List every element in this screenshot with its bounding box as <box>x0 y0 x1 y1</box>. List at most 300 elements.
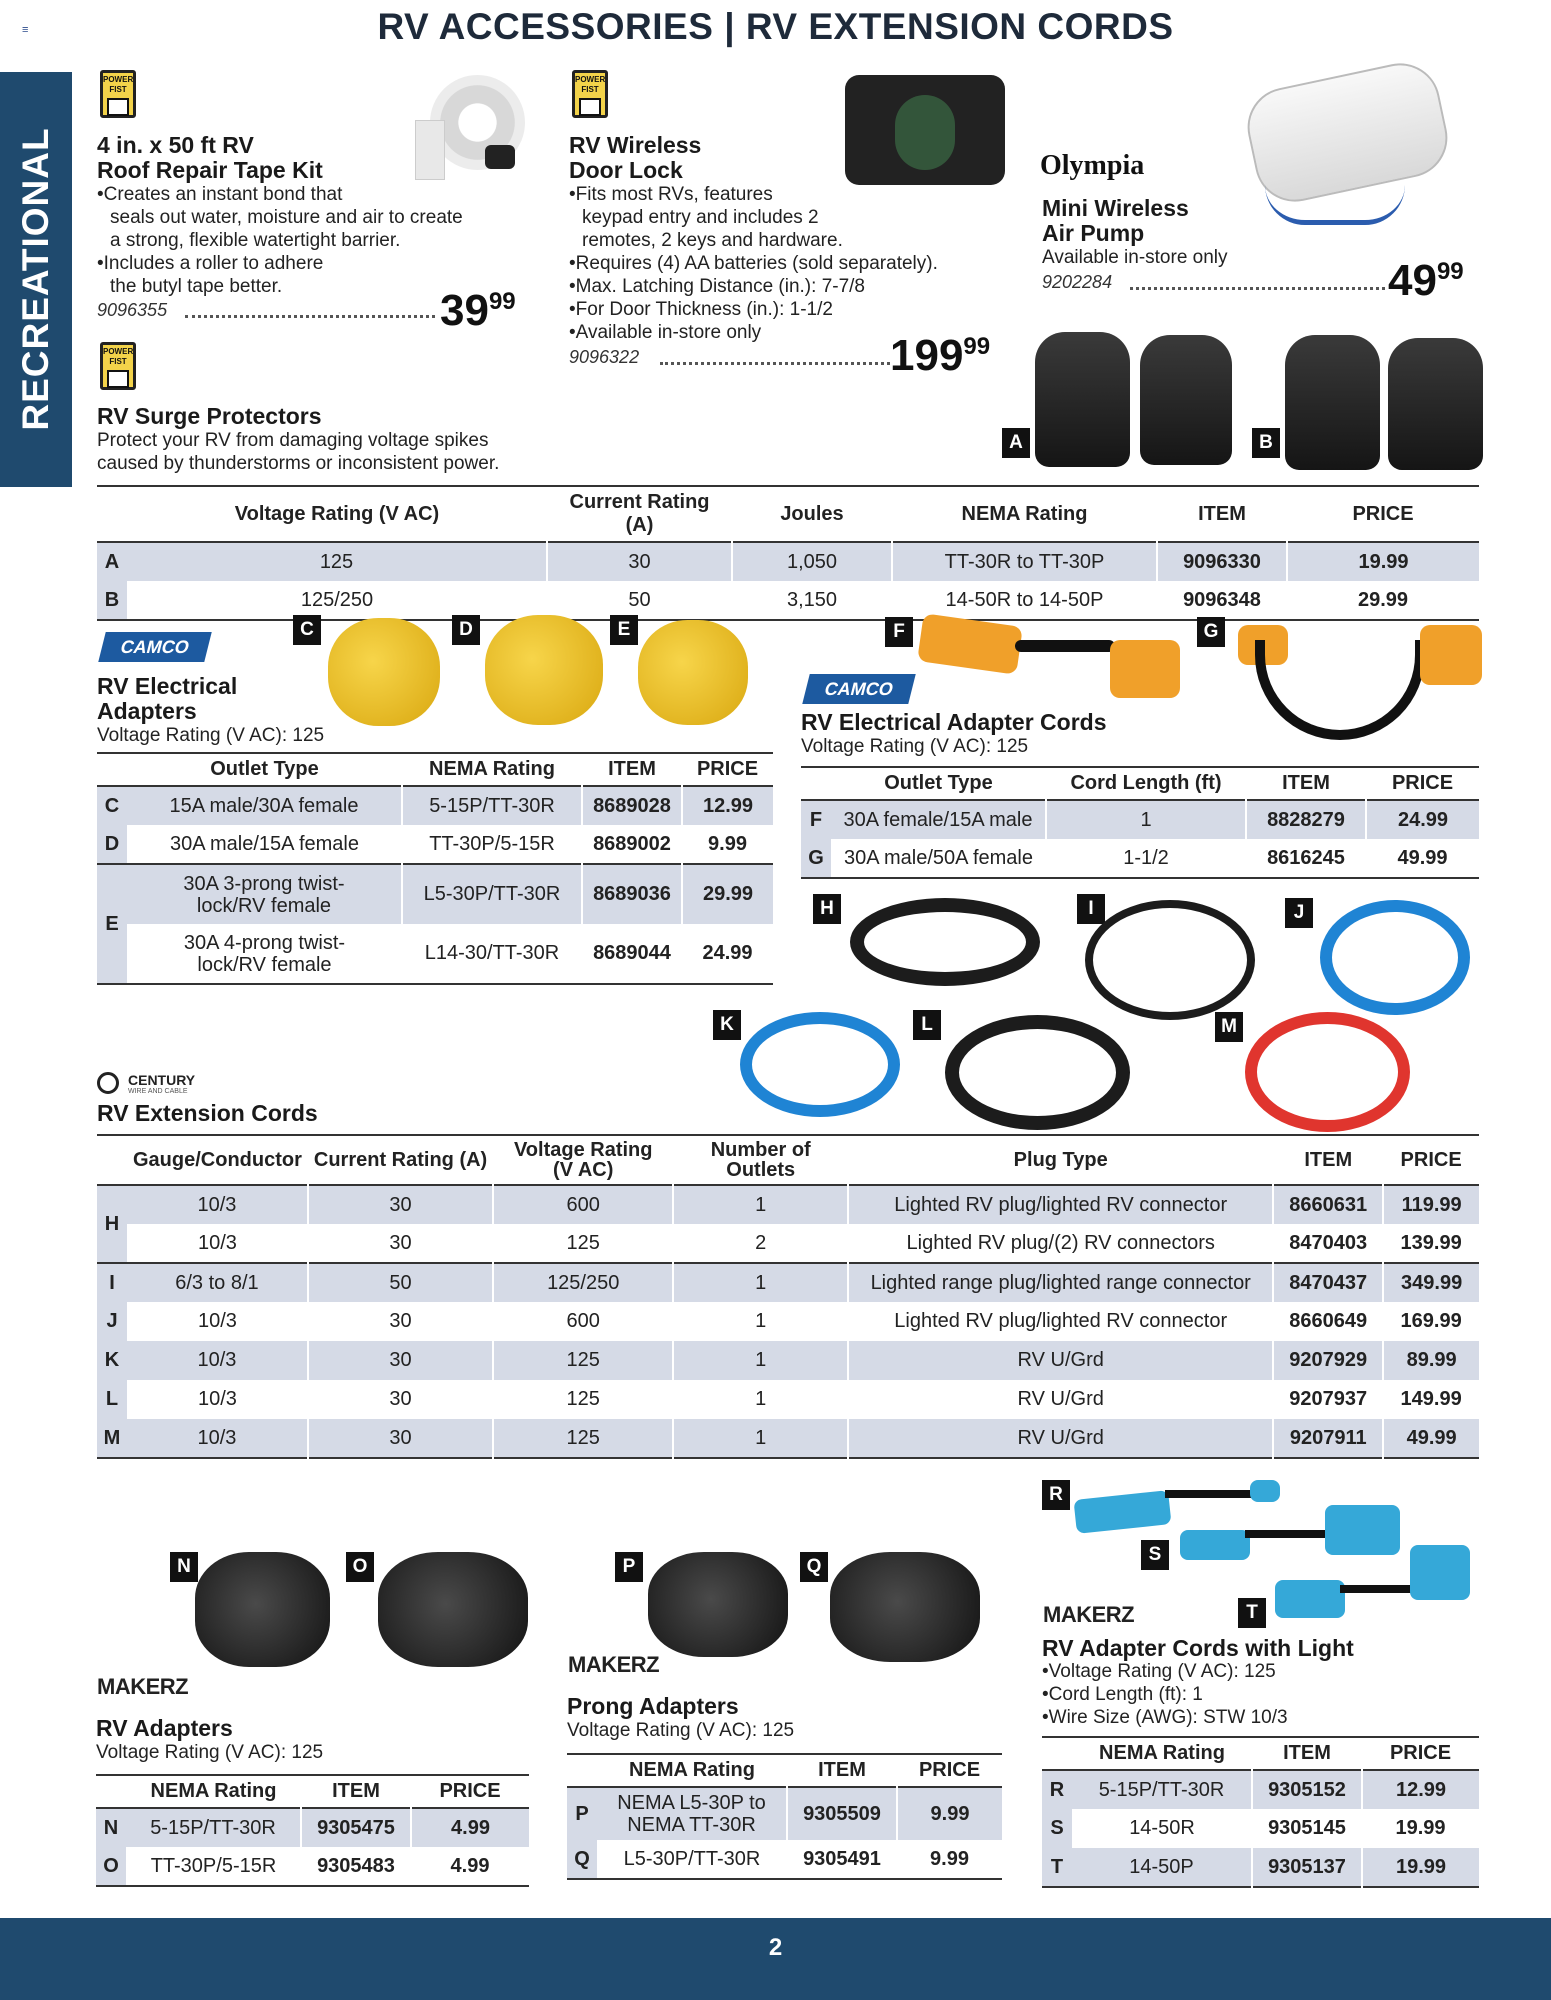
cell: 14-50P <box>1072 1848 1252 1887</box>
cell: 5-15P/TT-30R <box>126 1808 301 1847</box>
label-m: M <box>1215 1012 1243 1042</box>
power-fist-logo: POWER FIST <box>100 342 136 390</box>
cord-i-image <box>1085 900 1255 1020</box>
item-number: 8470403 <box>1289 1231 1368 1254</box>
table-row <box>97 1302 1479 1341</box>
item-number: 9207911 <box>1273 1419 1383 1458</box>
cord-f-cable-image <box>1015 640 1115 652</box>
cord-r-image <box>1073 1490 1171 1534</box>
label-d: D <box>452 615 480 645</box>
surge-table <box>97 485 1479 621</box>
electrical-adapters-title-2: Adapters <box>97 698 197 724</box>
label-i: I <box>1077 894 1105 924</box>
item-number: 8689028 <box>582 786 682 825</box>
page-footer <box>0 1918 1551 2000</box>
adapter-n-image <box>195 1552 330 1667</box>
cell: 30 <box>547 542 732 581</box>
cell: 30A male/50A female <box>843 846 1033 869</box>
table-row <box>97 1341 1479 1380</box>
door-lock-line: remotes, 2 keys and hardware. <box>582 230 843 251</box>
col-nema: NEMA Rating <box>629 1759 755 1781</box>
cord-t-plug-image <box>1275 1580 1345 1618</box>
col-nema: NEMA Rating <box>1099 1742 1225 1764</box>
cell: 1,050 <box>732 542 892 581</box>
table-row <box>801 839 1479 878</box>
air-pump-price: $49^{99}$ <box>1388 256 1464 305</box>
cell: RV U/Grd <box>1017 1388 1104 1410</box>
row-key: N <box>96 1808 126 1847</box>
label-n: N <box>170 1552 198 1582</box>
table-row <box>97 786 773 825</box>
row-key: J <box>97 1302 127 1341</box>
tape-kit-line: •Includes a roller to adhere <box>97 253 324 274</box>
cell: 125/250 <box>493 1263 673 1302</box>
item-number: 9305137 <box>1252 1848 1362 1887</box>
item-number: 9207929 <box>1273 1341 1383 1380</box>
extension-cords-title: RV Extension Cords <box>97 1100 318 1126</box>
row-key: H <box>97 1185 127 1263</box>
cell: 1 <box>673 1263 848 1302</box>
door-lock-price: $199^{99}$ <box>890 331 991 380</box>
cell: 10/3 <box>127 1419 308 1458</box>
cell: 15A male/30A female <box>127 786 402 825</box>
price: 4.99 <box>450 1854 490 1877</box>
adapter-d-image <box>485 615 603 725</box>
cell: 30 <box>389 1231 412 1254</box>
col-item: ITEM <box>818 1759 866 1781</box>
price: 9.99 <box>708 832 747 855</box>
col-voltage: Voltage Rating (V AC) <box>234 502 440 525</box>
dotted-leader <box>185 308 435 318</box>
col-price: PRICE <box>439 1780 501 1802</box>
table-row <box>567 1840 1002 1879</box>
cord-g-socket-image <box>1420 625 1482 685</box>
cell: 30A 3-prong twist- lock/RV female <box>127 864 402 924</box>
cell: 125 <box>566 1388 600 1410</box>
price: 29.99 <box>1357 588 1409 611</box>
cell: 10/3 <box>197 1231 237 1254</box>
cord-s-socket-image <box>1325 1505 1400 1555</box>
col-price: PRICE <box>918 1759 981 1781</box>
tape-kit-price: $39^{99}$ <box>440 286 516 335</box>
row-key: L <box>97 1380 127 1419</box>
cell: 30 <box>389 1310 412 1332</box>
item-number: 9096330 <box>1157 542 1287 581</box>
item-number: 8470437 <box>1273 1263 1383 1302</box>
cell: L5-30P/TT-30R <box>402 864 582 924</box>
col-item: ITEM <box>1198 502 1246 525</box>
century-logo-icon <box>97 1072 119 1094</box>
table-row <box>97 825 773 864</box>
col-joules: Joules <box>780 502 844 525</box>
cell: TT-30P/5-15R <box>150 1854 277 1877</box>
item-number: 8616245 <box>1267 846 1345 869</box>
row-key: P <box>567 1787 597 1840</box>
col-nema: NEMA Rating <box>150 1780 277 1802</box>
price: 349.99 <box>1383 1263 1479 1302</box>
electrical-adapters-subtitle: Voltage Rating (V AC): 125 <box>97 725 325 746</box>
adapter-cords-table <box>801 766 1479 879</box>
row-key: O <box>96 1847 126 1886</box>
cord-l-image <box>945 1015 1130 1130</box>
door-lock-line: •For Door Thickness (in.): 1-1/2 <box>569 299 833 320</box>
tape-kit-title-1: 4 in. x 50 ft RV <box>97 132 254 158</box>
item-number: 8689044 <box>593 942 671 964</box>
cord-f-plug-image <box>917 613 1023 674</box>
col-outlets: Number of Outlets <box>710 1139 811 1181</box>
cord-m-image <box>1245 1012 1410 1132</box>
table-row <box>96 1847 529 1886</box>
surge-protector-a-plug-image <box>1035 332 1130 467</box>
tape-kit-line: •Creates an instant bond that <box>97 184 343 205</box>
col-current: Current Rating (A) <box>569 491 710 536</box>
dotted-leader <box>660 355 890 365</box>
makerz-logo: MAKERZ <box>97 1674 189 1699</box>
air-pump-title-1: Mini Wireless <box>1042 195 1189 221</box>
row-key: K <box>97 1341 127 1380</box>
col-item: ITEM <box>608 758 656 780</box>
cell: 10/3 <box>197 1310 237 1332</box>
table-row <box>97 1380 1479 1419</box>
col-item: ITEM <box>1304 1148 1353 1171</box>
side-tab-label: RECREATIONAL <box>15 127 56 431</box>
cell: 5-15P/TT-30R <box>1072 1770 1252 1809</box>
item-number: 9305145 <box>1268 1817 1346 1839</box>
cell: 14-50R to 14-50P <box>945 588 1104 611</box>
table-row <box>97 542 1479 581</box>
cell: 30A female/15A male <box>831 800 1046 839</box>
item-number: 9096348 <box>1183 588 1261 611</box>
cell: 2 <box>755 1231 767 1254</box>
cell: 3,150 <box>786 588 838 611</box>
power-fist-logo: POWER FIST <box>572 70 608 118</box>
col-cord-length: Cord Length (ft) <box>1070 772 1222 794</box>
col-outlet-type: Outlet Type <box>210 758 319 780</box>
table-row <box>97 1224 1479 1263</box>
cord-r-cable-image <box>1165 1490 1255 1498</box>
tape-kit-line: a strong, flexible watertight barrier. <box>110 230 401 251</box>
table-row <box>1042 1848 1479 1887</box>
col-voltage: Voltage Rating (V AC) <box>513 1139 653 1181</box>
item-number: 9305509 <box>787 1787 897 1840</box>
cord-t-socket-image <box>1410 1545 1470 1600</box>
item-number: 9305483 <box>317 1854 395 1877</box>
tape-kit-sku: 9096355 <box>97 300 168 320</box>
label-f: F <box>885 617 913 647</box>
label-l: L <box>913 1010 941 1040</box>
camco-logo: CAMCO <box>802 674 915 704</box>
label-q: Q <box>800 1552 828 1582</box>
prong-adapters-subtitle: Voltage Rating (V AC): 125 <box>567 1720 795 1741</box>
item-number: 9207937 <box>1289 1388 1368 1410</box>
item-number: 8660649 <box>1289 1310 1368 1332</box>
table-row <box>97 1185 1479 1224</box>
cell: Lighted RV plug/(2) RV connectors <box>906 1231 1215 1254</box>
label-r: R <box>1042 1480 1070 1510</box>
label-b: B <box>1252 428 1280 458</box>
cell: 50 <box>308 1263 493 1302</box>
col-price: PRICE <box>696 758 759 780</box>
makerz-logo: MAKERZ <box>568 1652 660 1677</box>
cell: RV U/Grd <box>848 1341 1273 1380</box>
table-row <box>97 1263 1479 1302</box>
cell: 600 <box>493 1185 673 1224</box>
price: 9.99 <box>897 1787 1002 1840</box>
cell: 125 <box>127 542 547 581</box>
light-cords-title: RV Adapter Cords with Light <box>1042 1635 1354 1661</box>
label-t: T <box>1238 1598 1266 1628</box>
tape-kit-line: the butyl tape better. <box>110 276 283 297</box>
cord-g-cable-image <box>1255 640 1425 740</box>
cell: 6/3 to 8/1 <box>127 1263 308 1302</box>
row-key: M <box>97 1419 127 1458</box>
price: 9.99 <box>930 1847 969 1870</box>
adapter-c-image <box>328 618 440 726</box>
item-number: 8689002 <box>593 832 671 855</box>
col-plug-type: Plug Type <box>1013 1148 1108 1171</box>
dotted-leader <box>1130 280 1385 290</box>
row-key: F <box>801 800 831 839</box>
col-item: ITEM <box>1282 772 1330 794</box>
century-logo-sub: WIRE AND CABLE <box>128 1088 188 1095</box>
price: 49.99 <box>1397 846 1448 869</box>
label-e: E <box>610 615 638 645</box>
cord-r-plug-image <box>1250 1480 1280 1502</box>
col-item: ITEM <box>1283 1742 1331 1764</box>
light-cords-table <box>1042 1736 1479 1888</box>
cell: 30 <box>308 1419 493 1458</box>
cell: 5-15P/TT-30R <box>402 786 582 825</box>
item-number: 8828279 <box>1246 800 1366 839</box>
electrical-adapters-table <box>97 752 773 985</box>
cord-t-cable-image <box>1340 1585 1420 1593</box>
label-o: O <box>346 1552 374 1582</box>
keypad-image <box>895 95 955 170</box>
prong-adapters-table <box>567 1753 1002 1880</box>
surge-desc-1: Protect your RV from damaging voltage spikes <box>97 430 489 451</box>
table-row <box>1042 1770 1479 1809</box>
cell: L5-30P/TT-30R <box>623 1847 761 1870</box>
table-row <box>801 800 1479 839</box>
tape-strip-image <box>415 120 445 180</box>
cell: 10/3 <box>127 1185 308 1224</box>
label-h: H <box>813 894 841 924</box>
surge-title: RV Surge Protectors <box>97 403 322 429</box>
rv-adapters-title: RV Adapters <box>96 1715 233 1741</box>
col-price: PRICE <box>1400 1148 1462 1171</box>
adapter-e-image <box>638 620 748 725</box>
item-number: 9305475 <box>301 1808 411 1847</box>
row-key: T <box>1042 1848 1072 1887</box>
adapter-p-image <box>648 1552 788 1657</box>
air-pump-title-2: Air Pump <box>1042 220 1145 246</box>
cord-h-image <box>850 898 1040 986</box>
cell: 1 <box>673 1419 848 1458</box>
cord-f-socket-image <box>1110 640 1180 698</box>
rv-adapters-table <box>96 1774 529 1887</box>
cell: NEMA L5-30P to NEMA TT-30R <box>597 1787 787 1840</box>
table-row <box>97 924 773 984</box>
label-g: G <box>1197 617 1225 647</box>
side-tab <box>0 72 72 487</box>
cell: 14-50R <box>1129 1817 1195 1839</box>
surge-protector-a-socket-image <box>1140 335 1232 465</box>
power-fist-logo: POWER FIST <box>100 70 136 118</box>
cell: 1 <box>755 1310 767 1332</box>
col-nema: NEMA Rating <box>961 502 1088 525</box>
col-gauge: Gauge/Conductor <box>133 1148 302 1171</box>
cell: 125 <box>493 1341 673 1380</box>
door-lock-line: •Available in-store only <box>569 322 762 343</box>
electrical-adapters-title-1: RV Electrical <box>97 673 238 699</box>
cell: L14-30/TT-30R <box>424 942 560 964</box>
row-key: E <box>97 864 127 984</box>
table-row <box>97 1419 1479 1458</box>
door-lock-line: •Requires (4) AA batteries (sold separately). <box>569 253 938 274</box>
tape-kit-line: seals out water, moisture and air to create <box>110 207 463 228</box>
cell: 600 <box>566 1310 600 1332</box>
price: 24.99 <box>1366 800 1479 839</box>
cord-k-image <box>740 1012 900 1117</box>
row-key: C <box>97 786 127 825</box>
page-number: 2 <box>768 1934 783 1961</box>
surge-protector-b-socket-image <box>1388 338 1483 470</box>
surge-protector-b-plug-image <box>1285 335 1380 470</box>
cell: Lighted RV plug/lighted RV connector <box>894 1310 1228 1332</box>
cell: TT-30P/5-15R <box>429 832 555 855</box>
price: 12.99 <box>1362 1770 1479 1809</box>
row-key: R <box>1042 1770 1072 1809</box>
label-k: K <box>713 1010 741 1040</box>
price: 119.99 <box>1383 1185 1479 1224</box>
cell: 125/250 <box>300 588 374 611</box>
cell: 30 <box>308 1185 493 1224</box>
item-number: 8689036 <box>582 864 682 924</box>
price: 169.99 <box>1400 1310 1462 1332</box>
price: 19.99 <box>1395 1817 1446 1839</box>
olympia-logo: Olympia <box>1040 150 1145 181</box>
camco-logo: CAMCO <box>98 632 211 662</box>
label-j: J <box>1285 898 1313 928</box>
adapter-cords-subtitle: Voltage Rating (V AC): 125 <box>801 736 1029 757</box>
door-lock-title-1: RV Wireless <box>569 132 702 158</box>
adapter-q-image <box>830 1552 980 1662</box>
table-row <box>96 1808 529 1847</box>
cord-j-image <box>1320 900 1470 1015</box>
pump-hose-image <box>1265 185 1405 225</box>
label-a: A <box>1002 428 1030 458</box>
cell: 1 <box>673 1341 848 1380</box>
page-title: RV ACCESSORIES | RV EXTENSION CORDS <box>377 6 1174 47</box>
price: 49.99 <box>1383 1419 1479 1458</box>
label-p: P <box>615 1552 643 1582</box>
prong-adapters-title: Prong Adapters <box>567 1693 739 1719</box>
adapter-cords-title: RV Electrical Adapter Cords <box>801 709 1107 735</box>
cell: RV U/Grd <box>848 1419 1273 1458</box>
cell: Lighted range plug/lighted range connector <box>848 1263 1273 1302</box>
cell: TT-30R to TT-30P <box>892 542 1157 581</box>
menu-icon[interactable]: ≡ <box>22 24 29 36</box>
cell: 125 <box>493 1419 673 1458</box>
door-lock-line: •Fits most RVs, features <box>569 184 773 205</box>
label-c: C <box>293 615 321 645</box>
extension-cords-table <box>97 1134 1479 1459</box>
row-key: D <box>97 825 127 864</box>
cell: 30A 4-prong twist- lock/RV female <box>183 931 346 976</box>
row-key: I <box>97 1263 127 1302</box>
price: 24.99 <box>702 942 753 964</box>
price: 139.99 <box>1400 1231 1462 1254</box>
door-lock-sku: 9096322 <box>569 347 640 367</box>
row-key: A <box>97 542 127 581</box>
price: 19.99 <box>1362 1848 1479 1887</box>
light-cords-line: •Voltage Rating (V AC): 125 <box>1042 1661 1276 1682</box>
col-outlet-type: Outlet Type <box>884 772 993 794</box>
table-row <box>567 1787 1002 1840</box>
cell: 1 <box>755 1388 767 1410</box>
cell: 30A male/15A female <box>169 832 359 855</box>
cell: 30 <box>389 1388 412 1410</box>
price: 12.99 <box>682 786 773 825</box>
cord-s-plug-image <box>1180 1530 1250 1560</box>
door-lock-description <box>569 183 1009 344</box>
table-row <box>1042 1809 1479 1848</box>
roller-image <box>485 145 515 169</box>
door-lock-title-2: Door Lock <box>569 157 683 183</box>
row-key: G <box>801 839 831 878</box>
tape-kit-title-2: Roof Repair Tape Kit <box>97 157 323 183</box>
cell: 50 <box>628 588 651 611</box>
cell: 10/3 <box>127 1341 308 1380</box>
cell: 1-1/2 <box>1123 846 1169 869</box>
price: 19.99 <box>1287 542 1479 581</box>
col-item: ITEM <box>332 1780 380 1802</box>
item-number: 8660631 <box>1273 1185 1383 1224</box>
cell: 1 <box>1046 800 1246 839</box>
row-key: Q <box>567 1840 597 1879</box>
air-pump-sku: 9202284 <box>1042 272 1113 292</box>
rv-adapters-subtitle: Voltage Rating (V AC): 125 <box>96 1742 324 1763</box>
price: 29.99 <box>682 864 773 924</box>
row-key: B <box>97 581 127 620</box>
table-row <box>97 864 773 924</box>
air-pump-note: Available in-store only <box>1042 247 1228 268</box>
cell: 10/3 <box>197 1388 237 1410</box>
door-lock-line: •Max. Latching Distance (in.): 7-7/8 <box>569 276 866 297</box>
cell: Lighted RV plug/lighted RV connector <box>848 1185 1273 1224</box>
col-nema: NEMA Rating <box>429 758 555 780</box>
label-s: S <box>1141 1540 1169 1570</box>
adapter-o-image <box>378 1552 528 1667</box>
item-number: 9305491 <box>803 1847 881 1870</box>
surge-desc-2: caused by thunderstorms or inconsistent power. <box>97 453 500 474</box>
cell: 30 <box>308 1341 493 1380</box>
row-key: S <box>1042 1809 1072 1848</box>
item-number: 9305152 <box>1252 1770 1362 1809</box>
price: 89.99 <box>1383 1341 1479 1380</box>
col-price: PRICE <box>1391 772 1454 794</box>
col-current: Current Rating (A) <box>313 1148 488 1171</box>
cell: 125 <box>566 1231 600 1254</box>
light-cords-line: •Wire Size (AWG): STW 10/3 <box>1042 1707 1288 1728</box>
door-lock-line: keypad entry and includes 2 <box>582 207 819 228</box>
century-logo: CENTURY <box>128 1072 196 1088</box>
light-cords-line: •Cord Length (ft): 1 <box>1042 1684 1203 1705</box>
price: 149.99 <box>1400 1388 1462 1410</box>
col-price: PRICE <box>1352 502 1414 525</box>
cord-s-cable-image <box>1245 1530 1335 1538</box>
col-price: PRICE <box>1389 1742 1452 1764</box>
